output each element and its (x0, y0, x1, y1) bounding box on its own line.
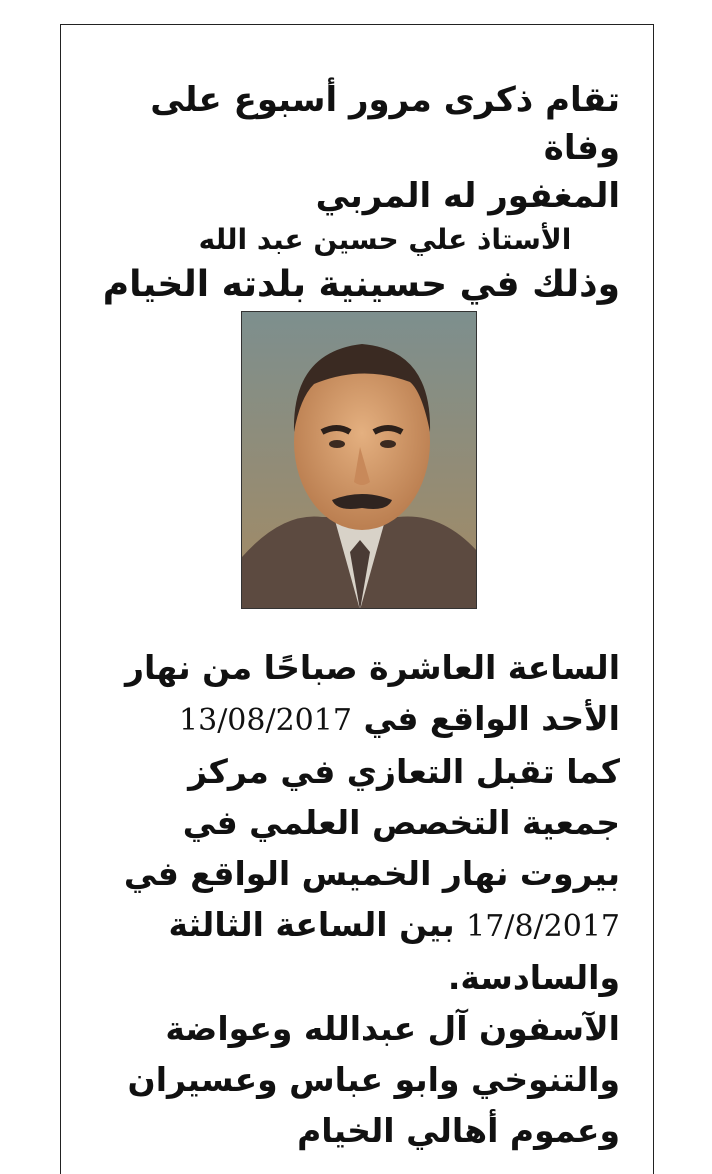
condolence-line-3: بيروت نهار الخميس الواقع في (123, 854, 620, 893)
headline-line-2: المغفور له المربي (315, 176, 620, 216)
mourners-line-2: والتنوخي وابو عباس وعسيران (127, 1060, 620, 1099)
notice-header (96, 76, 620, 310)
time-line-2-prefix: الأحد الواقع في (363, 699, 620, 738)
portrait-icon (242, 312, 477, 609)
portrait-photo (241, 311, 477, 609)
condolence-line-4-suffix: بين الساعة الثالثة (168, 905, 455, 944)
condolence-date: 17/8/2017 (466, 909, 620, 944)
headline-line-1: تقام ذكرى مرور أسبوع على وفاة (150, 80, 620, 168)
condolence-line-5: والسادسة. (447, 958, 620, 997)
deceased-name: الأستاذ علي حسين عبد الله (198, 223, 572, 256)
condolence-line-2: جمعية التخصص العلمي في (182, 803, 620, 842)
memorial-date: 13/08/2017 (179, 703, 352, 738)
condolence-line-4 (96, 899, 620, 952)
notice-body (96, 642, 620, 1156)
time-line-1: الساعة العاشرة صباحًا من نهار (125, 648, 620, 687)
mourners-line-3: وعموم أهالي الخيام (297, 1111, 620, 1150)
mourners-line-1: الآسفون آل عبدالله وعواضة (165, 1009, 620, 1048)
venue-line: وذلك في حسينية بلدته الخيام (102, 264, 620, 305)
time-line-2 (96, 693, 620, 746)
condolence-line-1: كما تقبل التعازي في مركز (188, 752, 620, 791)
